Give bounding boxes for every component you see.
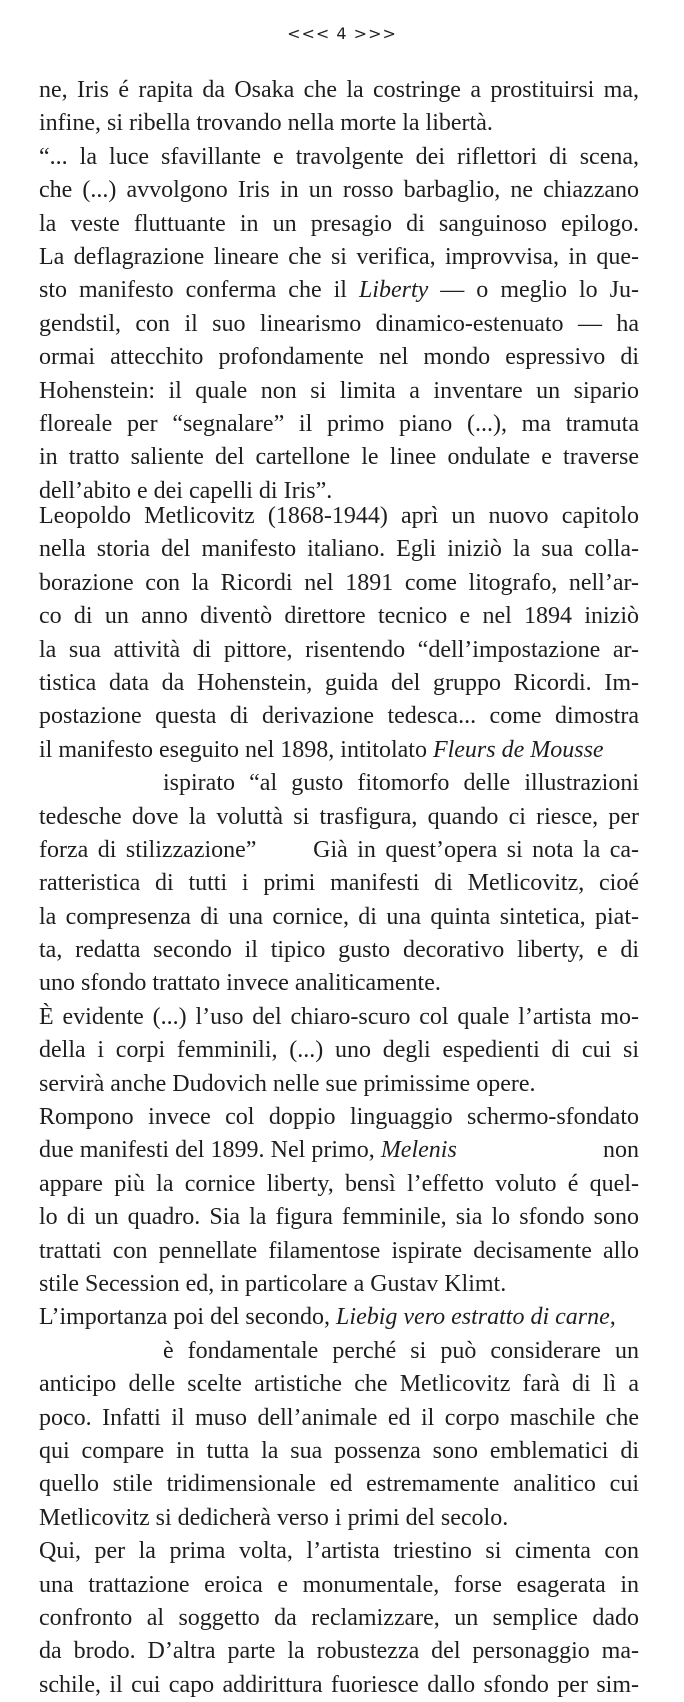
text-line: una trattazione eroica e monumentale, forse esagerata in [39, 1571, 639, 1598]
paragraph-iris-quote [39, 74, 639, 508]
text-line: della i corpi femminili, (...) uno degli espedienti di cui si [39, 1037, 639, 1064]
text-line: Hohenstein: il quale non si limita a inventare un sipario [39, 377, 639, 404]
text-line: appare più la cornice liberty, bensì l’effetto voluto é quel- [39, 1170, 639, 1197]
text-line: la veste fluttuante in un presagio di sanguinoso epilogo. [39, 210, 639, 237]
text-line: postazione questa di derivazione tedesca... come dimostra [39, 703, 639, 730]
text-line: anticipo delle scelte artistiche che Metlicovitz farà di lì a [39, 1371, 639, 1398]
text-line: forza di stilizzazione” Già in quest’opera si nota la ca- [39, 836, 639, 863]
text-line: nella storia del manifesto italiano. Egli iniziò la sua colla- [39, 536, 639, 563]
text-line: gendstil, con il suo linearismo dinamico-estenuato — ha [39, 310, 639, 337]
italic-term-liberty: Liberty [358, 277, 429, 304]
text-segment: due manifesti del 1899. Nel primo, [39, 1137, 381, 1164]
text-line: dell’abito e dei capelli di Iris”. [39, 477, 333, 504]
paragraph-metlicovitz [39, 500, 639, 1702]
text-line [39, 1301, 639, 1334]
text-line [39, 734, 639, 767]
page-number: <<< 4 >>> [287, 24, 397, 43]
text-line: la compresenza di una cornice, di una quinta sintetica, piat- [39, 903, 639, 930]
italic-title-liebig: Liebig vero estratto di carne, [336, 1304, 616, 1331]
text-line: la sua attività di pittore, risentendo “dell’impostazione ar- [39, 636, 639, 663]
text-line: ispirato “al gusto fitomorfo delle illustrazioni [163, 770, 639, 797]
text-line: schile, il cui capo addirittura fuoriesce dallo sfondo per sim- [39, 1671, 639, 1698]
text-line: trattati con pennellate filamentose ispirate decisamente allo [39, 1237, 639, 1264]
text-segment: L’importanza poi del secondo, [39, 1304, 337, 1331]
italic-title-melenis: Melenis [380, 1137, 457, 1164]
text-line: confronto al soggetto da reclamizzare, un semplice dado [39, 1604, 639, 1631]
text-segment: sto manifesto conferma che il [39, 277, 359, 304]
text-line: qui compare in tutta la sua possenza sono emblematici di [39, 1437, 639, 1464]
text-line: ne, Iris é rapita da Osaka che la costringe a prostituirsi ma, [39, 77, 639, 103]
text-line: Rompono invece col doppio linguaggio schermo-sfondato [39, 1104, 639, 1131]
text-line: ta, redatta secondo il tipico gusto decorativo liberty, e di [39, 937, 639, 964]
text-line: ratteristica di tutti i primi manifesti di Metlicovitz, cioé [39, 870, 639, 897]
text-line: co di un anno diventò direttore tecnico e nel 1894 iniziò [39, 603, 639, 630]
text-line: ormai attecchito profondamente nel mondo espressivo di [39, 344, 639, 371]
text-line: è fondamentale perché si può considerare un [163, 1337, 639, 1364]
text-line: È evidente (...) l’uso del chiaro-scuro col quale l’artista mo- [39, 1003, 639, 1030]
text-line: che (...) avvolgono Iris in un rosso barbaglio, ne chiazzano [39, 177, 639, 204]
text-line: stile Secession ed, in particolare a Gustav Klimt. [39, 1270, 507, 1297]
text-line: Leopoldo Metlicovitz (1868-1944) aprì un nuovo capitolo [39, 503, 639, 529]
text-line: Metlicovitz si dedicherà verso i primi del secolo. [39, 1504, 509, 1531]
text-line: poco. Infatti il muso dell’animale ed il corpo maschile che [39, 1404, 639, 1431]
text-line: tedesche dove la voluttà si trasfigura, quando ci riesce, per [39, 803, 639, 830]
text-line: borazione con la Ricordi nel 1891 come litografo, nell’ar- [39, 569, 639, 596]
text-line: servirà anche Dudovich nelle sue primissime opere. [39, 1070, 536, 1097]
text-segment: il manifesto eseguito nel 1898, intitolato [39, 736, 433, 763]
text-line: infine, si ribella trovando nella morte la libertà. [39, 110, 493, 137]
text-line: uno sfondo trattato invece analiticamente. [39, 970, 441, 997]
text-line: quello stile tridimensionale ed estremamente analitico cui [39, 1471, 639, 1498]
text-line: floreale per “segnalare” il primo piano (...), ma tramuta [39, 410, 639, 437]
text-segment: — o meglio lo Ju- [428, 277, 639, 304]
text-line: “... la luce sfavillante e travolgente dei riflettori di scena, [39, 143, 639, 170]
text-line: da brodo. D’altra parte la robustezza del personaggio ma- [39, 1638, 639, 1665]
text-line: lo di un quadro. Sia la figura femminile, sia lo sfondo sono [39, 1204, 639, 1231]
text-segment: non [456, 1137, 639, 1164]
text-line: in tratto saliente del cartellone le linee ondulate e traverse [39, 444, 639, 471]
italic-title-fleurs-de-mousse: Fleurs de Mousse [432, 736, 604, 763]
text-line: tistica data da Hohenstein, guida del gruppo Ricordi. Im- [39, 669, 639, 696]
text-line [39, 1134, 639, 1167]
text-line: La deflagrazione lineare che si verifica, improvvisa, in que- [39, 243, 639, 270]
text-line: Qui, per la prima volta, l’artista triestino si cimenta con [39, 1538, 639, 1565]
text-line [39, 274, 639, 307]
